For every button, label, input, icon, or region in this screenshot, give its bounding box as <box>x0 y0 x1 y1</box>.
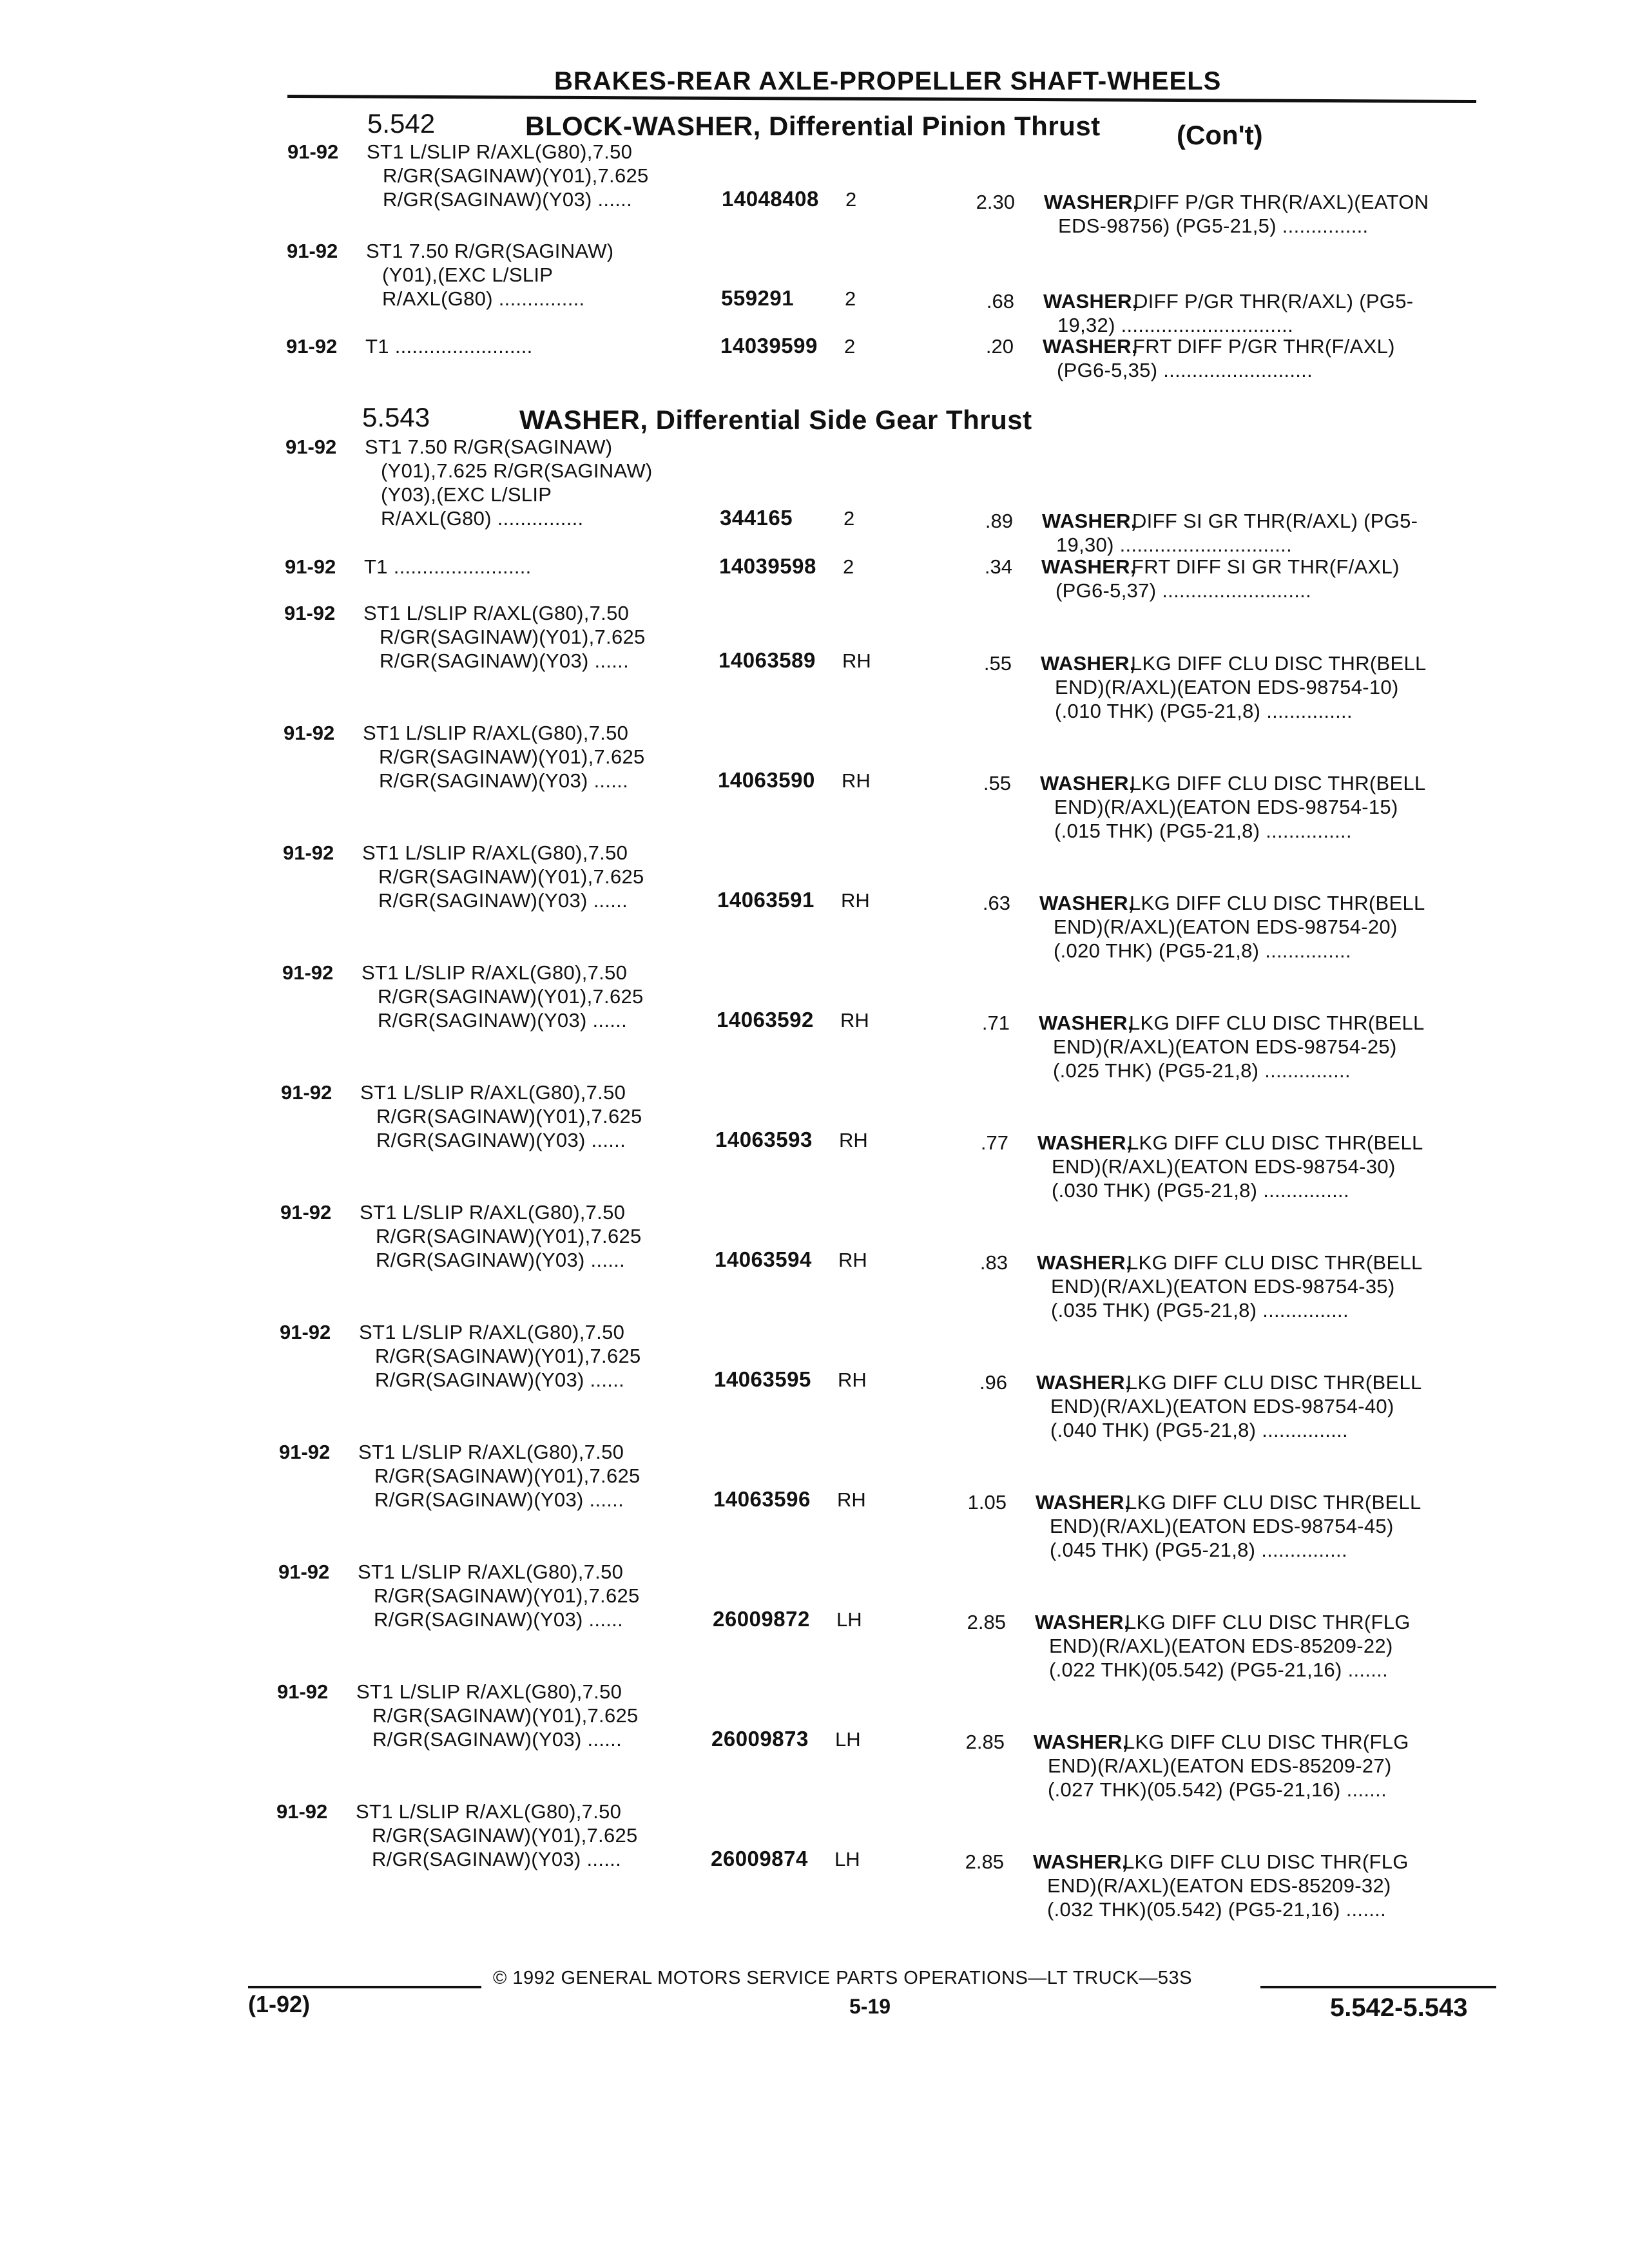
entry-year: 91-92 <box>280 1321 331 1343</box>
entry-description-line: (.027 THK)(05.542) (PG5-21,16) ....... <box>1048 1778 1387 1801</box>
entry-description-line: (.032 THK)(05.542) (PG5-21,16) ....... <box>1047 1898 1386 1921</box>
entry-application-line: R/GR(SAGINAW)(Y01),7.625 <box>379 745 645 768</box>
entry-description-line: END)(R/AXL)(EATON EDS-85209-32) <box>1047 1874 1391 1897</box>
entry-quantity: 2 <box>845 287 856 310</box>
entry-application-line: T1 ........................ <box>364 555 532 578</box>
entry-application-line: ST1 L/SLIP R/AXL(G80),7.50 <box>360 1081 626 1104</box>
entry-application-line: R/AXL(G80) ............... <box>382 287 585 310</box>
entry-quantity: 2 <box>843 555 854 578</box>
entry-description-line: END)(R/AXL)(EATON EDS-85209-27) <box>1048 1754 1392 1777</box>
entry-description-lead: WASHER, <box>1043 290 1138 312</box>
footer-date: (1-92) <box>248 1991 311 2017</box>
entry-description-line: EDS-98756) (PG5-21,5) ............... <box>1058 215 1369 237</box>
entry-year: 91-92 <box>281 1081 333 1104</box>
entry-price: 1.05 <box>967 1491 1007 1514</box>
entry-description-lead: WASHER, <box>1041 652 1135 675</box>
entry-description-line: END)(R/AXL)(EATON EDS-98754-30) <box>1052 1155 1396 1178</box>
entry-description-line: LKG DIFF CLU DISC THR(BELL <box>1131 652 1427 675</box>
entry-description-lead: WASHER, <box>1042 510 1137 532</box>
footer-section-range: 5.542-5.543 <box>1330 1994 1468 2022</box>
entry-application-line: ST1 L/SLIP R/AXL(G80),7.50 <box>356 1800 622 1823</box>
entry-description-line: (.022 THK)(05.542) (PG5-21,16) ....... <box>1049 1658 1388 1681</box>
entry-description-line: (.025 THK) (PG5-21,8) ............... <box>1053 1059 1351 1082</box>
entry-description-line: END)(R/AXL)(EATON EDS-98754-15) <box>1054 796 1398 818</box>
entry-application-line: (Y01),7.625 R/GR(SAGINAW) <box>381 459 653 482</box>
entry-application-line: R/GR(SAGINAW)(Y03) ...... <box>383 188 632 211</box>
entry-application-line: R/GR(SAGINAW)(Y03) ...... <box>378 1009 627 1032</box>
entry-part-number: 14048408 <box>722 187 819 211</box>
entry-description-line: DIFF P/GR THR(R/AXL)(EATON <box>1134 191 1429 213</box>
entry-application-line: R/GR(SAGINAW)(Y01),7.625 <box>380 626 646 648</box>
entry-application-line: R/GR(SAGINAW)(Y03) ...... <box>372 1848 621 1870</box>
entry-description-line: LKG DIFF CLU DISC THR(BELL <box>1130 892 1425 914</box>
entry-application-line: ST1 7.50 R/GR(SAGINAW) <box>366 240 614 262</box>
entry-quantity: RH <box>838 1249 867 1271</box>
entry-price: .55 <box>983 772 1011 794</box>
entry-price: 2.85 <box>965 1731 1005 1753</box>
entry-application-line: R/GR(SAGINAW)(Y01),7.625 <box>372 1704 639 1727</box>
entry-application-line: R/GR(SAGINAW)(Y01),7.625 <box>372 1824 638 1847</box>
entry-description-line: DIFF P/GR THR(R/AXL) (PG5- <box>1133 290 1414 312</box>
entry-application-line: R/GR(SAGINAW)(Y03) ...... <box>376 1249 625 1271</box>
footer-page-number: 5-19 <box>849 1995 891 2018</box>
entry-description-lead: WASHER, <box>1036 1491 1130 1514</box>
entry-application-line: R/GR(SAGINAW)(Y01),7.625 <box>374 1584 640 1607</box>
entry-application-line: ST1 7.50 R/GR(SAGINAW) <box>365 436 613 458</box>
entry-description-lead: WASHER, <box>1044 191 1139 213</box>
entry-year: 91-92 <box>284 722 335 744</box>
entry-description-line: DIFF SI GR THR(R/AXL) (PG5- <box>1132 510 1418 532</box>
entry-application-line: ST1 L/SLIP R/AXL(G80),7.50 <box>363 602 630 624</box>
entry-year: 91-92 <box>287 140 339 163</box>
entry-year: 91-92 <box>282 961 334 984</box>
entry-quantity: LH <box>836 1608 862 1631</box>
entry-quantity: RH <box>837 1488 866 1511</box>
entry-description-line: 19,32) .............................. <box>1057 314 1293 336</box>
entry-quantity: RH <box>842 649 871 672</box>
entry-year: 91-92 <box>276 1800 328 1823</box>
entry-application-line: R/GR(SAGINAW)(Y01),7.625 <box>374 1465 641 1487</box>
footer-copyright: © 1992 GENERAL MOTORS SERVICE PARTS OPERATIONS—LT TRUCK—53S <box>493 1968 1192 1988</box>
entry-application-line: R/GR(SAGINAW)(Y03) ...... <box>376 1129 626 1151</box>
entry-price: .77 <box>980 1131 1008 1154</box>
entry-application-line: R/GR(SAGINAW)(Y01),7.625 <box>376 1225 642 1247</box>
entry-application-line: ST1 L/SLIP R/AXL(G80),7.50 <box>358 1561 624 1583</box>
entry-application-line: (Y01),(EXC L/SLIP <box>382 264 554 286</box>
entry-quantity: RH <box>841 889 870 912</box>
entry-application-line: ST1 L/SLIP R/AXL(G80),7.50 <box>359 1321 625 1343</box>
entry-price: .55 <box>983 652 1012 675</box>
entry-description-lead: WASHER, <box>1039 1012 1133 1034</box>
entry-description-line: LKG DIFF CLU DISC THR(FLG <box>1123 1850 1409 1873</box>
entry-description-lead: WASHER, <box>1039 892 1134 914</box>
entry-price: .83 <box>979 1251 1008 1274</box>
entry-application-line: T1 ........................ <box>365 335 533 358</box>
entry-description-lead: WASHER, <box>1034 1731 1128 1753</box>
entry-description-line: LKG DIFF CLU DISC THR(BELL <box>1128 1131 1423 1154</box>
entry-description-line: END)(R/AXL)(EATON EDS-98754-45) <box>1050 1515 1394 1537</box>
entry-description-line: END)(R/AXL)(EATON EDS-98754-25) <box>1053 1035 1397 1058</box>
entry-description-line: (PG6-5,37) .......................... <box>1055 579 1311 602</box>
entry-application-line: R/GR(SAGINAW)(Y01),7.625 <box>383 164 649 187</box>
entry-part-number: 14039599 <box>720 334 818 358</box>
entry-year: 91-92 <box>285 555 336 578</box>
entry-quantity: 2 <box>845 188 857 211</box>
entry-application-line: R/GR(SAGINAW)(Y03) ...... <box>372 1728 622 1751</box>
entry-quantity: RH <box>839 1129 868 1151</box>
entry-year: 91-92 <box>278 1561 330 1583</box>
entry-price: .96 <box>979 1371 1007 1394</box>
footer-rule-left <box>248 1986 481 1988</box>
entry-year: 91-92 <box>286 335 338 358</box>
entry-application-line: R/GR(SAGINAW)(Y03) ...... <box>380 649 629 672</box>
entry-quantity: LH <box>834 1848 860 1870</box>
entry-application-line: ST1 L/SLIP R/AXL(G80),7.50 <box>361 961 628 984</box>
entry-quantity: RH <box>840 1009 869 1032</box>
entry-price: .20 <box>985 335 1014 358</box>
entry-year: 91-92 <box>279 1441 331 1463</box>
entry-description-lead: WASHER, <box>1036 1371 1131 1394</box>
entry-application-line: R/GR(SAGINAW)(Y03) ...... <box>379 769 628 792</box>
entry-price: 2.85 <box>965 1850 1004 1873</box>
entry-description-line: LKG DIFF CLU DISC THR(BELL <box>1127 1251 1423 1274</box>
entry-application-line: R/GR(SAGINAW)(Y03) ...... <box>378 889 628 912</box>
footer-rule-right <box>1260 1986 1496 1988</box>
entry-application-line: R/AXL(G80) ............... <box>381 507 584 530</box>
entry-description-lead: WASHER, <box>1035 1611 1130 1633</box>
entry-year: 91-92 <box>277 1680 329 1703</box>
entry-part-number: 14063589 <box>718 648 816 672</box>
entry-description-lead: WASHER, <box>1033 1850 1128 1873</box>
section-number: 5.542 <box>367 108 436 139</box>
entry-quantity: LH <box>835 1728 861 1751</box>
entry-year: 91-92 <box>284 602 336 624</box>
section-title: WASHER, Differential Side Gear Thrust <box>519 405 1032 435</box>
entry-price: .68 <box>986 290 1014 312</box>
entry-description-lead: WASHER, <box>1037 1251 1132 1274</box>
entry-application-line: R/GR(SAGINAW)(Y01),7.625 <box>375 1345 641 1367</box>
entry-application-line: ST1 L/SLIP R/AXL(G80),7.50 <box>367 140 633 163</box>
entry-quantity: 2 <box>843 507 855 530</box>
entry-application-line: ST1 L/SLIP R/AXL(G80),7.50 <box>360 1201 626 1224</box>
entry-description-line: (.035 THK) (PG5-21,8) ............... <box>1051 1299 1349 1321</box>
entry-part-number: 14063592 <box>717 1008 814 1032</box>
entry-description-line: LKG DIFF CLU DISC THR(BELL <box>1126 1371 1422 1394</box>
section-title: BLOCK-WASHER, Differential Pinion Thrust <box>525 111 1101 141</box>
entry-application-line: R/GR(SAGINAW)(Y01),7.625 <box>378 985 644 1008</box>
entry-part-number: 14063591 <box>717 888 815 912</box>
entry-price: .89 <box>985 510 1013 532</box>
entry-description-line: (.020 THK) (PG5-21,8) ............... <box>1054 939 1351 962</box>
entry-description-lead: WASHER, <box>1043 335 1137 358</box>
entry-part-number: 14039598 <box>719 554 816 578</box>
entry-year: 91-92 <box>283 841 334 864</box>
entry-description-line: END)(R/AXL)(EATON EDS-85209-22) <box>1049 1635 1393 1657</box>
entry-description-line: END)(R/AXL)(EATON EDS-98754-35) <box>1051 1275 1395 1298</box>
entry-part-number: 14063595 <box>714 1367 811 1391</box>
entry-part-number: 26009873 <box>711 1727 809 1751</box>
entry-description-line: END)(R/AXL)(EATON EDS-98754-10) <box>1055 676 1399 698</box>
entry-application-line: R/GR(SAGINAW)(Y03) ...... <box>375 1369 624 1391</box>
entry-application-line: (Y03),(EXC L/SLIP <box>381 483 552 506</box>
entry-year: 91-92 <box>285 436 337 458</box>
entry-part-number: 26009872 <box>713 1607 810 1631</box>
entry-application-line: ST1 L/SLIP R/AXL(G80),7.50 <box>363 722 629 744</box>
entry-year: 91-92 <box>287 240 338 262</box>
entry-description-line: LKG DIFF CLU DISC THR(BELL <box>1126 1491 1422 1514</box>
entry-description-line: LKG DIFF CLU DISC THR(BELL <box>1129 1012 1425 1034</box>
entry-price: 2.30 <box>976 191 1015 213</box>
entry-description-lead: WASHER, <box>1037 1131 1132 1154</box>
entry-description-line: (.040 THK) (PG5-21,8) ............... <box>1050 1419 1348 1441</box>
entry-application-line: R/GR(SAGINAW)(Y03) ...... <box>374 1488 624 1511</box>
entry-application-line: ST1 L/SLIP R/AXL(G80),7.50 <box>356 1680 622 1703</box>
entry-quantity: RH <box>842 769 871 792</box>
entry-description-line: END)(R/AXL)(EATON EDS-98754-40) <box>1050 1395 1394 1418</box>
entry-description-line: LKG DIFF CLU DISC THR(FLG <box>1124 1731 1409 1753</box>
entry-application-line: R/GR(SAGINAW)(Y01),7.625 <box>378 865 644 888</box>
entry-description-line: END)(R/AXL)(EATON EDS-98754-20) <box>1054 916 1398 938</box>
entry-application-line: ST1 L/SLIP R/AXL(G80),7.50 <box>358 1441 624 1463</box>
entry-description-line: FRT DIFF SI GR THR(F/AXL) <box>1132 555 1400 578</box>
section-continued: (Con't) <box>1177 120 1263 150</box>
section-number: 5.543 <box>362 402 430 432</box>
entry-price: .63 <box>982 892 1010 914</box>
page-header-title: BRAKES-REAR AXLE-PROPELLER SHAFT-WHEELS <box>554 67 1222 95</box>
entry-description-line: (.045 THK) (PG5-21,8) ............... <box>1050 1539 1347 1561</box>
entry-quantity: 2 <box>844 335 856 358</box>
entry-application-line: R/GR(SAGINAW)(Y01),7.625 <box>376 1105 642 1128</box>
entry-description-lead: WASHER, <box>1040 772 1135 794</box>
entry-description-line: (.030 THK) (PG5-21,8) ............... <box>1052 1179 1349 1202</box>
entry-description-line: LKG DIFF CLU DISC THR(BELL <box>1130 772 1426 794</box>
entry-description-line: (.015 THK) (PG5-21,8) ............... <box>1054 820 1352 842</box>
entry-application-line: ST1 L/SLIP R/AXL(G80),7.50 <box>362 841 628 864</box>
entry-application-line: R/GR(SAGINAW)(Y03) ...... <box>374 1608 623 1631</box>
entry-year: 91-92 <box>280 1201 332 1224</box>
entry-description-line: (.010 THK) (PG5-21,8) ............... <box>1055 700 1353 722</box>
entry-part-number: 344165 <box>720 506 793 530</box>
entry-description-line: (PG6-5,35) .......................... <box>1057 359 1313 381</box>
entry-price: .34 <box>984 555 1012 578</box>
entry-description-line: 19,30) .............................. <box>1056 533 1292 556</box>
entry-price: .71 <box>981 1012 1010 1034</box>
entry-part-number: 14063594 <box>715 1247 812 1271</box>
entry-price: 2.85 <box>967 1611 1006 1633</box>
entry-part-number: 559291 <box>721 286 795 310</box>
entry-description-lead: WASHER, <box>1041 555 1136 578</box>
entry-part-number: 14063596 <box>713 1487 811 1511</box>
entry-part-number: 26009874 <box>711 1847 808 1870</box>
entry-part-number: 14063593 <box>715 1128 813 1151</box>
entry-part-number: 14063590 <box>718 768 815 792</box>
entry-quantity: RH <box>838 1369 867 1391</box>
entry-description-line: LKG DIFF CLU DISC THR(FLG <box>1125 1611 1411 1633</box>
entry-description-line: FRT DIFF P/GR THR(F/AXL) <box>1133 335 1395 358</box>
